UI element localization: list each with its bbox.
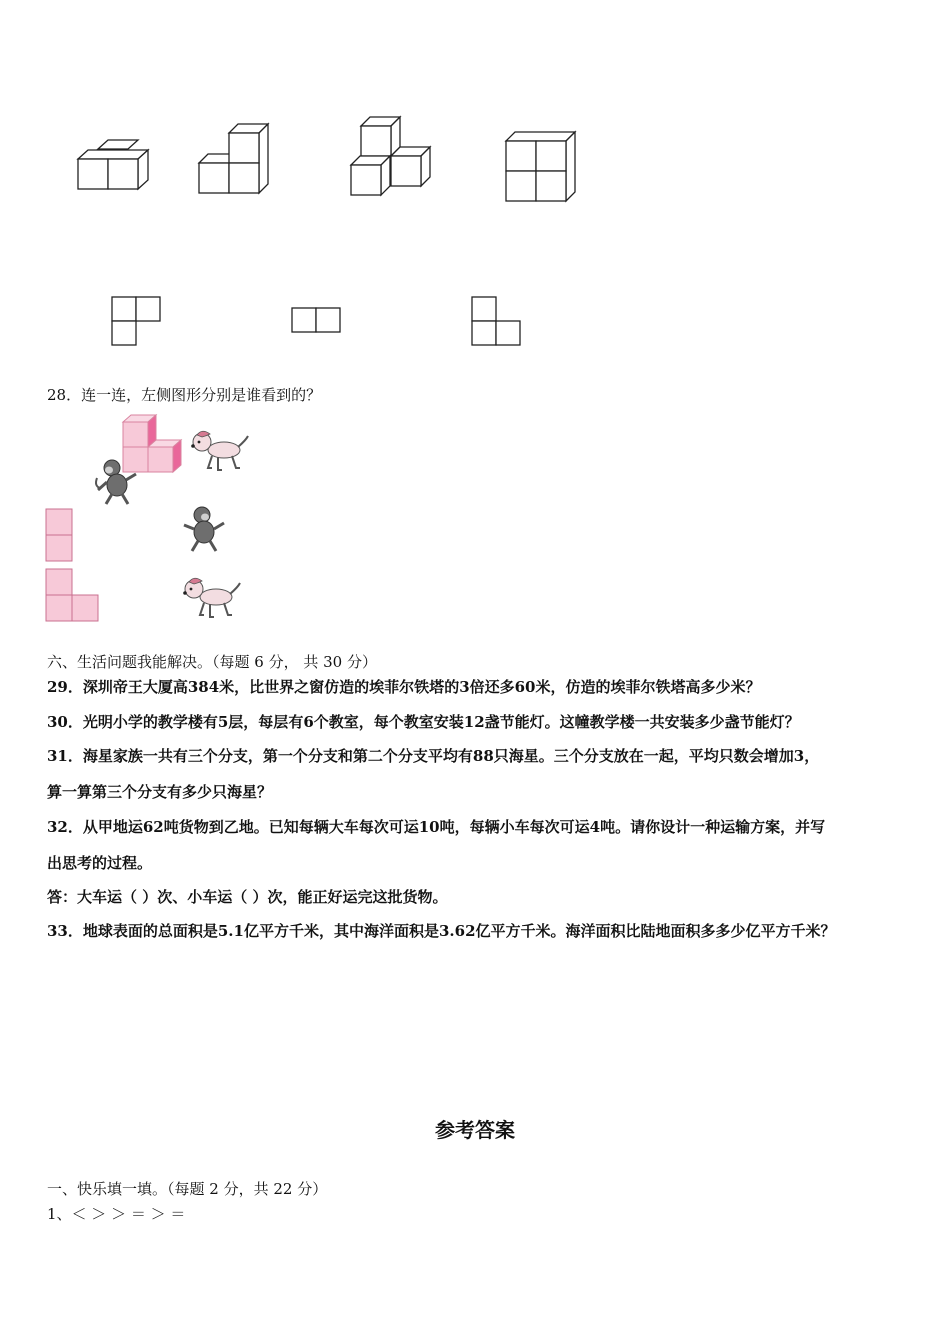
view-figure-3 [470, 295, 525, 347]
solid-figure-4 [500, 125, 590, 210]
solid-figure-2 [190, 115, 280, 200]
view-figure-2 [290, 306, 345, 336]
question-32-line-2: 出思考的过程。 [47, 854, 153, 872]
question-29: 29．深圳帝王大厦高384米，比世界之窗仿造的埃菲尔铁塔的3倍还多60米，仿造的埃菲尔铁塔高多少米？ [47, 678, 761, 696]
pink-view-l-shape [45, 568, 101, 624]
section-6-heading: 六、生活问题我能解决。（每题 6 分， 共 30 分） [47, 653, 377, 671]
question-31-line-1: 31．海星家族一共有三个分支，第一个分支和第二个分支平均有88只海星。三个分支放在一起，平均只数会增加3， [47, 747, 820, 765]
question-30: 30．光明小学的教学楼有5层，每层有6个教室，每个教室安装12盏节能灯。这幢教学楼一共安装多少盏节能灯？ [47, 713, 800, 731]
question-31-line-2: 算一算第三个分支有多少只海星？ [47, 783, 273, 801]
pink-view-column [45, 508, 75, 563]
question-33: 33．地球表面的总面积是5.1亿平方千米，其中海洋面积是3.62亿平方千米。海洋面积比陆地面积多多少亿平方千米？ [47, 922, 836, 940]
answers-title: 参考答案 [435, 1118, 515, 1142]
view-figure-1 [110, 295, 165, 347]
solid-figure-1 [70, 130, 160, 200]
question-28: 28．连一连，左侧图形分别是谁看到的？ [47, 386, 322, 404]
monkey-choice-icon [180, 505, 230, 553]
dog-icon [188, 428, 250, 474]
monkey-icon [92, 458, 142, 506]
answers-section-1: 一、快乐填一填。（每题 2 分，共 22 分） [47, 1180, 328, 1198]
question-32-answer: 答：大车运（ ）次、小车运（ ）次，能正好运完这批货物。 [47, 888, 448, 906]
solid-figure-3 [345, 110, 445, 205]
dog-choice-icon [180, 575, 242, 621]
answer-1: 1、＜ ＞ ＞ ＝ ＞ ＝ [47, 1205, 186, 1223]
question-32-line-1: 32．从甲地运62吨货物到乙地。已知每辆大车每次可运10吨，每辆小车每次可运4吨。请你设计一种运输方案，并写 [47, 818, 826, 836]
